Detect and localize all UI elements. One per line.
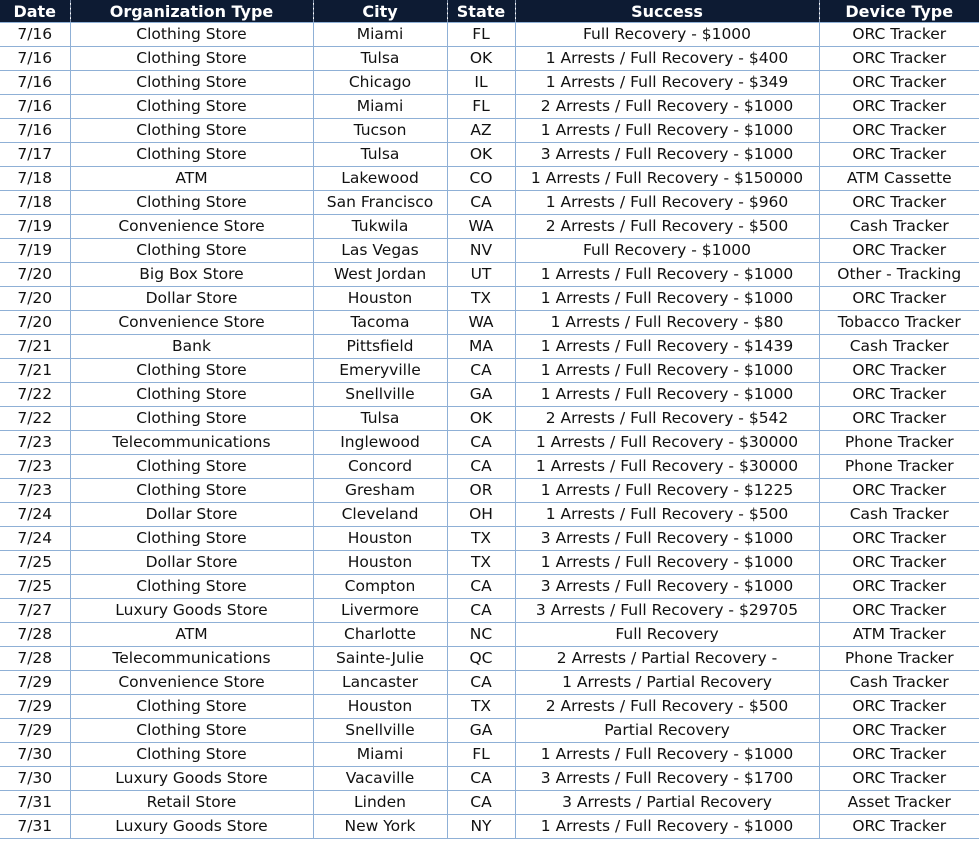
cell-city: Emeryville [313,359,447,383]
cell-success: 3 Arrests / Partial Recovery [515,791,819,815]
cell-device-type: ORC Tracker [819,287,979,311]
table-row [0,191,979,215]
cell-date: 7/23 [0,431,70,455]
table-row [0,119,979,143]
cell-state: FL [447,743,515,767]
cell-device-type: ORC Tracker [819,551,979,575]
table-row [0,215,979,239]
cell-city: Charlotte [313,623,447,647]
cell-date: 7/23 [0,455,70,479]
header-row [0,0,979,23]
cell-device-type: ORC Tracker [819,23,979,47]
cell-device-type: ORC Tracker [819,191,979,215]
table-row [0,311,979,335]
cell-city: Inglewood [313,431,447,455]
cell-state: OH [447,503,515,527]
cell-device-type: Tobacco Tracker [819,311,979,335]
cell-device-type: Phone Tracker [819,431,979,455]
table-row [0,287,979,311]
cell-device-type: ORC Tracker [819,743,979,767]
cell-city: Concord [313,455,447,479]
table-row [0,239,979,263]
column-header-device-type: Device Type [819,0,979,23]
cell-date: 7/16 [0,47,70,71]
table-header [0,0,979,23]
cell-device-type: Asset Tracker [819,791,979,815]
cell-state: CA [447,455,515,479]
cell-success: 3 Arrests / Full Recovery - $1000 [515,527,819,551]
cell-device-type: Phone Tracker [819,647,979,671]
table-row [0,431,979,455]
cell-device-type: ORC Tracker [819,359,979,383]
cell-success: 2 Arrests / Full Recovery - $542 [515,407,819,431]
cell-state: GA [447,383,515,407]
cell-device-type: ORC Tracker [819,479,979,503]
cell-device-type: Cash Tracker [819,335,979,359]
cell-success: 1 Arrests / Full Recovery - $1225 [515,479,819,503]
cell-date: 7/25 [0,551,70,575]
cell-organization-type: Clothing Store [70,455,313,479]
cell-success: 1 Arrests / Full Recovery - $1000 [515,263,819,287]
cell-device-type: ORC Tracker [819,767,979,791]
cell-date: 7/28 [0,623,70,647]
cell-device-type: ORC Tracker [819,71,979,95]
cell-city: Tulsa [313,143,447,167]
cell-city: Miami [313,95,447,119]
cell-state: OR [447,479,515,503]
cell-success: 1 Arrests / Full Recovery - $1000 [515,743,819,767]
cell-success: 3 Arrests / Full Recovery - $1000 [515,143,819,167]
cell-success: 1 Arrests / Full Recovery - $500 [515,503,819,527]
cell-state: GA [447,719,515,743]
cell-city: Miami [313,23,447,47]
cell-date: 7/16 [0,119,70,143]
cell-device-type: ORC Tracker [819,815,979,839]
cell-city: Miami [313,743,447,767]
cell-state: CO [447,167,515,191]
cell-device-type: Phone Tracker [819,455,979,479]
cell-organization-type: Clothing Store [70,95,313,119]
cell-organization-type: Telecommunications [70,431,313,455]
cell-organization-type: Clothing Store [70,71,313,95]
cell-state: CA [447,671,515,695]
column-header-state: State [447,0,515,23]
cell-date: 7/19 [0,239,70,263]
cell-organization-type: Clothing Store [70,191,313,215]
cell-organization-type: Clothing Store [70,695,313,719]
cell-date: 7/20 [0,263,70,287]
cell-state: CA [447,575,515,599]
cell-device-type: ORC Tracker [819,95,979,119]
table-row [0,47,979,71]
cell-date: 7/31 [0,815,70,839]
table-row [0,599,979,623]
cell-organization-type: Convenience Store [70,671,313,695]
table-row [0,503,979,527]
cell-state: CA [447,791,515,815]
cell-city: Tulsa [313,407,447,431]
cell-organization-type: Bank [70,335,313,359]
table-row [0,767,979,791]
cell-state: CA [447,191,515,215]
table-row [0,71,979,95]
cell-date: 7/21 [0,359,70,383]
cell-organization-type: Clothing Store [70,23,313,47]
cell-date: 7/17 [0,143,70,167]
cell-state: TX [447,287,515,311]
cell-organization-type: Telecommunications [70,647,313,671]
cell-state: TX [447,527,515,551]
cell-city: Las Vegas [313,239,447,263]
cell-state: AZ [447,119,515,143]
cell-device-type: ORC Tracker [819,575,979,599]
cell-organization-type: Clothing Store [70,407,313,431]
cell-date: 7/16 [0,23,70,47]
cell-date: 7/18 [0,167,70,191]
table-row [0,647,979,671]
cell-city: Vacaville [313,767,447,791]
cell-organization-type: Clothing Store [70,359,313,383]
cell-date: 7/29 [0,671,70,695]
cell-state: MA [447,335,515,359]
cell-city: Tucson [313,119,447,143]
table-row [0,575,979,599]
cell-state: CA [447,599,515,623]
cell-state: FL [447,23,515,47]
cell-date: 7/18 [0,191,70,215]
cell-city: Pittsfield [313,335,447,359]
cell-success: 2 Arrests / Full Recovery - $500 [515,695,819,719]
cell-city: Sainte-Julie [313,647,447,671]
cell-device-type: Other - Tracking [819,263,979,287]
cell-organization-type: ATM [70,623,313,647]
cell-organization-type: Clothing Store [70,719,313,743]
cell-success: 1 Arrests / Full Recovery - $150000 [515,167,819,191]
cell-date: 7/22 [0,383,70,407]
cell-organization-type: Convenience Store [70,311,313,335]
cell-organization-type: Clothing Store [70,143,313,167]
table-row [0,671,979,695]
cell-city: Linden [313,791,447,815]
cell-success: 1 Arrests / Full Recovery - $960 [515,191,819,215]
cell-state: OK [447,47,515,71]
cell-organization-type: Retail Store [70,791,313,815]
cell-date: 7/31 [0,791,70,815]
cell-state: OK [447,143,515,167]
table-row [0,23,979,47]
cell-date: 7/24 [0,503,70,527]
cell-date: 7/16 [0,71,70,95]
cell-success: 1 Arrests / Full Recovery - $1000 [515,359,819,383]
cell-state: CA [447,767,515,791]
cell-city: San Francisco [313,191,447,215]
cell-date: 7/25 [0,575,70,599]
cell-city: New York [313,815,447,839]
cell-device-type: ORC Tracker [819,527,979,551]
cell-organization-type: Clothing Store [70,239,313,263]
cell-organization-type: Clothing Store [70,479,313,503]
cell-success: Full Recovery - $1000 [515,23,819,47]
cell-device-type: ORC Tracker [819,407,979,431]
cell-device-type: Cash Tracker [819,671,979,695]
cell-success: 1 Arrests / Full Recovery - $1000 [515,119,819,143]
cell-state: NC [447,623,515,647]
cell-date: 7/30 [0,767,70,791]
cell-state: WA [447,311,515,335]
cell-organization-type: Convenience Store [70,215,313,239]
cell-device-type: ORC Tracker [819,695,979,719]
cell-city: Houston [313,287,447,311]
cell-date: 7/20 [0,311,70,335]
cell-state: UT [447,263,515,287]
cell-date: 7/22 [0,407,70,431]
cell-state: TX [447,695,515,719]
cell-success: 1 Arrests / Full Recovery - $1000 [515,815,819,839]
cell-city: Compton [313,575,447,599]
cell-state: OK [447,407,515,431]
table-row [0,815,979,839]
cell-success: 1 Arrests / Full Recovery - $80 [515,311,819,335]
cell-city: Snellville [313,383,447,407]
cell-success: 1 Arrests / Full Recovery - $1439 [515,335,819,359]
cell-organization-type: Big Box Store [70,263,313,287]
cell-organization-type: Luxury Goods Store [70,815,313,839]
table-row [0,335,979,359]
cell-success: 2 Arrests / Full Recovery - $500 [515,215,819,239]
cell-success: 1 Arrests / Full Recovery - $30000 [515,455,819,479]
cell-organization-type: Dollar Store [70,287,313,311]
cell-success: 2 Arrests / Full Recovery - $1000 [515,95,819,119]
cell-city: Cleveland [313,503,447,527]
cell-state: CA [447,359,515,383]
cell-success: 3 Arrests / Full Recovery - $1000 [515,575,819,599]
cell-date: 7/30 [0,743,70,767]
cell-state: FL [447,95,515,119]
cell-device-type: ORC Tracker [819,383,979,407]
cell-city: Tulsa [313,47,447,71]
cell-date: 7/29 [0,695,70,719]
cell-organization-type: Clothing Store [70,527,313,551]
cell-state: IL [447,71,515,95]
table-row [0,719,979,743]
cell-date: 7/19 [0,215,70,239]
cell-success: 1 Arrests / Partial Recovery [515,671,819,695]
cell-success: Partial Recovery [515,719,819,743]
cell-date: 7/21 [0,335,70,359]
cell-state: NY [447,815,515,839]
cell-success: Full Recovery [515,623,819,647]
cell-state: QC [447,647,515,671]
cell-state: CA [447,431,515,455]
cell-state: WA [447,215,515,239]
cell-city: Houston [313,527,447,551]
cell-organization-type: Luxury Goods Store [70,599,313,623]
column-header-success: Success [515,0,819,23]
table-row [0,359,979,383]
cell-device-type: ORC Tracker [819,47,979,71]
cell-city: Gresham [313,479,447,503]
cell-city: Tacoma [313,311,447,335]
cell-state: NV [447,239,515,263]
cell-device-type: ORC Tracker [819,719,979,743]
table-row [0,551,979,575]
column-header-date: Date [0,0,70,23]
cell-success: 1 Arrests / Full Recovery - $349 [515,71,819,95]
cell-device-type: ATM Cassette [819,167,979,191]
cell-organization-type: Luxury Goods Store [70,767,313,791]
cell-city: Tukwila [313,215,447,239]
cell-success: Full Recovery - $1000 [515,239,819,263]
table-row [0,791,979,815]
column-header-organization-type: Organization Type [70,0,313,23]
table-row [0,623,979,647]
cell-success: 1 Arrests / Full Recovery - $1000 [515,287,819,311]
table-row [0,695,979,719]
cell-state: TX [447,551,515,575]
cell-date: 7/20 [0,287,70,311]
cell-organization-type: Clothing Store [70,119,313,143]
cell-city: Houston [313,551,447,575]
cell-organization-type: Clothing Store [70,47,313,71]
cell-date: 7/28 [0,647,70,671]
cell-success: 1 Arrests / Full Recovery - $1000 [515,551,819,575]
cell-date: 7/27 [0,599,70,623]
cell-device-type: ORC Tracker [819,599,979,623]
cell-device-type: Cash Tracker [819,215,979,239]
cell-success: 2 Arrests / Partial Recovery - [515,647,819,671]
cell-organization-type: Clothing Store [70,383,313,407]
cell-success: 1 Arrests / Full Recovery - $30000 [515,431,819,455]
cell-success: 1 Arrests / Full Recovery - $1000 [515,383,819,407]
cell-date: 7/29 [0,719,70,743]
cell-city: Snellville [313,719,447,743]
cell-organization-type: Dollar Store [70,503,313,527]
table-row [0,407,979,431]
cell-city: Chicago [313,71,447,95]
cell-device-type: ATM Tracker [819,623,979,647]
cell-organization-type: Clothing Store [70,575,313,599]
cell-device-type: Cash Tracker [819,503,979,527]
cell-city: Livermore [313,599,447,623]
table-row [0,95,979,119]
cell-date: 7/16 [0,95,70,119]
cell-organization-type: Clothing Store [70,743,313,767]
table-row [0,479,979,503]
cell-city: Lakewood [313,167,447,191]
cell-organization-type: Dollar Store [70,551,313,575]
table-row [0,527,979,551]
cell-device-type: ORC Tracker [819,119,979,143]
cell-date: 7/24 [0,527,70,551]
cell-device-type: ORC Tracker [819,143,979,167]
cell-success: 1 Arrests / Full Recovery - $400 [515,47,819,71]
cell-city: Lancaster [313,671,447,695]
cell-organization-type: ATM [70,167,313,191]
cell-success: 3 Arrests / Full Recovery - $1700 [515,767,819,791]
table-row [0,143,979,167]
table-row [0,167,979,191]
cell-success: 3 Arrests / Full Recovery - $29705 [515,599,819,623]
table-row [0,263,979,287]
cell-city: Houston [313,695,447,719]
table-row [0,383,979,407]
table-body [0,23,979,839]
table-row [0,743,979,767]
column-header-city: City [313,0,447,23]
cell-date: 7/23 [0,479,70,503]
table-row [0,455,979,479]
cell-city: West Jordan [313,263,447,287]
cell-device-type: ORC Tracker [819,239,979,263]
